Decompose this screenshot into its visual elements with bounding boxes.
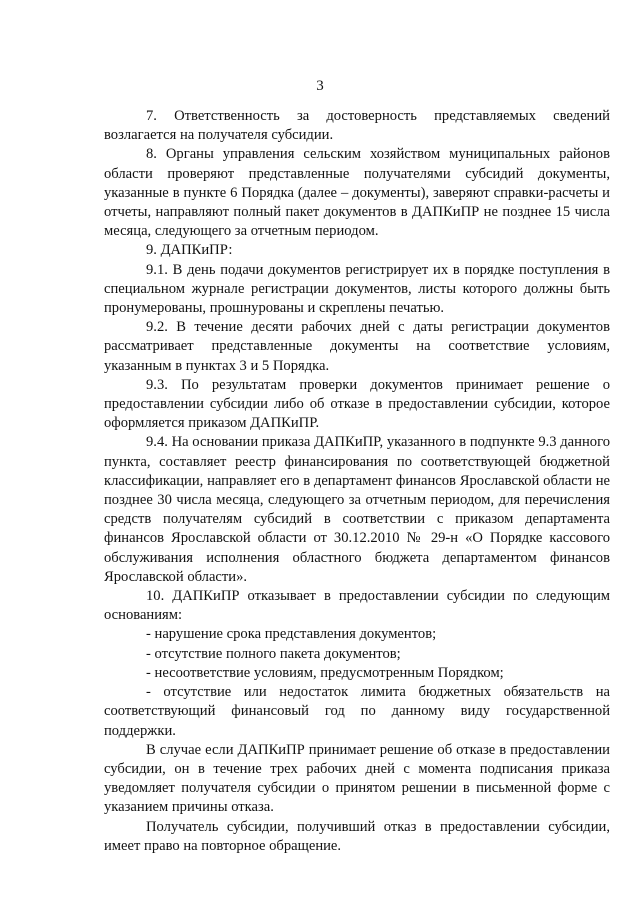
list-item: - отсутствие или недостаток лимита бюджетных обязательств на соответствующий финансовый год по данному виду государственной поддержки. (104, 684, 610, 739)
list-item: - нарушение срока представления документов; (146, 626, 437, 643)
paragraph-reapplication: Получатель субсидии, получивший отказ в предоставлении субсидии, имеет право на повторное обращение. (104, 818, 610, 854)
page-number: 3 (316, 78, 324, 94)
paragraph-10: 10. ДАПКиПР отказывает в предоставлении субсидии по следующим основаниям: (104, 588, 610, 624)
paragraph-9-1: 9.1. В день подачи документов регистрирует их в порядке поступления в специальном журнале регистрации документов, листы которого должны быть пронумерованы, прошнурованы и скреплены печатью. (104, 261, 610, 317)
document-body (104, 107, 610, 856)
list-item: - несоответствие условиям, предусмотренным Порядком; (146, 664, 504, 681)
paragraph-7: 7. Ответственность за достоверность представляемых сведений возлагается на получателя субсидии. (104, 108, 610, 144)
paragraph-8: 8. Органы управления сельским хозяйством муниципальных районов области проверяют представленные получателями субсидий документы, указанные в пункте 6 Порядка (далее – документы), заверяют справки-расчеты и отчеты, направляют полный пакет документов в ДАПКиПР не позднее 15 числа месяца, следующего за отчетным периодом. (104, 146, 610, 240)
paragraph-9-3: 9.3. По результатам проверки документов принимает решение о предоставлении субсидии либо об отказе в предоставлении субсидии, которое оформляется приказом ДАПКиПР. (104, 376, 610, 432)
paragraph-9: 9. ДАПКиПР: (146, 242, 233, 259)
paragraph-9-4: 9.4. На основании приказа ДАПКиПР, указанного в подпункте 9.3 данного пункта, составляет реестр финансирования по соответствующей бюджетной классификации, направляет его в департамент финансов Ярославской области не позднее 30 числа месяца, следующего за отчетным периодом, для перечисления средств получателям субсидий в соответствии с приказом департамента финансов Ярославской области от 30.12.2010 № 29-н «О Порядке кассового обслуживания исполнения областного бюджета департаментом финансов Ярославской области». (104, 434, 610, 585)
paragraph-refusal-notice: В случае если ДАПКиПР принимает решение об отказе в предоставлении субсидии, он в течение трех рабочих дней с момента подписания приказа уведомляет получателя субсидии о принятом решении в письменной форме с указанием причины отказа. (104, 741, 610, 816)
list-item: - отсутствие полного пакета документов; (146, 645, 401, 662)
paragraph-9-2: 9.2. В течение десяти рабочих дней с даты регистрации документов рассматривает представленные документы на соответствие условиям, указанным в пунктах 3 и 5 Порядка. (104, 319, 610, 374)
